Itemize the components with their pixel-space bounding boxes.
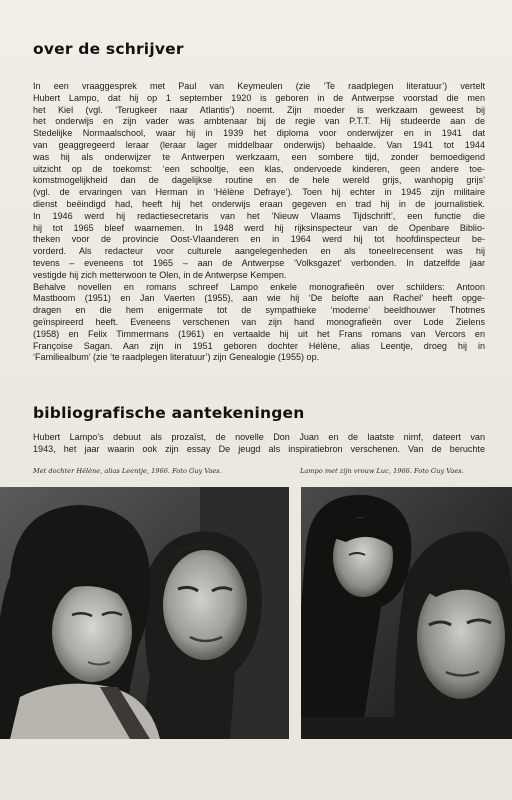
text-line: (vgl. de ervaringen van Herman in ‘Hélène Defraye’). Toen hij echter in 1945 zijn militaire — [33, 187, 485, 198]
text-line: Mastboom (1951) en Jan Vaerten (1955), aan wie hij ‘De belofte aan Rachel’ heeft opge- — [33, 293, 485, 304]
text-line: 1943, het jaar waarin ook zijn essay De jeugd als inspiratiebron verschenen. Van de beruchte — [33, 443, 485, 454]
text-line: komstmogelijkheid dan de dagelijkse routine en de hele wereld grijs, wanhopig grijs’ — [33, 175, 485, 186]
photo-author-with-wife — [301, 487, 512, 739]
text-line: het Kiel (vgl. ‘Terugkeer naar Atlantis’) noemt. Zijn moeder is werkzaam geweest bij — [33, 104, 485, 115]
text-line: hij tot 1965 bleef waarnemen. In 1948 werd hij rijksinspecteur van de Openbare Biblio- — [33, 222, 485, 233]
text-line: geïnspireerd heeft. Eveneens verschenen van zijn hand monografieën over Lode Zielens — [33, 316, 485, 327]
text-line: dienst beëindigd had, heeft hij het onderwijs eraan gegeven en trad hij in de journalistiek. — [33, 198, 485, 209]
text-line: van geaggregeerd leraar (leraar lager middelbaar onderwijs) behaalde. Van 1941 tot 1944 — [33, 139, 485, 150]
text-line: Hubert Lampo, dat hij op 1 september 1920 is geboren in de Antwerpse voorstad die men — [33, 92, 485, 103]
text-line: tevens – eveneens tot 1965 – aan de Antwerpse ‘Volksgazet’ verbonden. In datzelfde jaar — [33, 257, 485, 268]
bibliographic-notes-paragraph — [33, 432, 485, 456]
text-line: Hubert Lampo’s debuut als prozaïst, de novelle Don Juan en de laatste nimf, dateert van — [33, 432, 485, 442]
text-line: (1958) en Felix Timmermans (1961) en vertaalde hij uit het Frans romans van Vercors en — [33, 328, 485, 339]
text-line: theken voor de provincie Oost-Vlaanderen en in 1964 werd hij tot hoofdinspecteur be- — [33, 234, 485, 245]
text-line: Stedelijke Normaalschool, waar hij in 1939 het diploma voor onderwijzer en in 1941 dat — [33, 128, 485, 139]
text-line: vorderd. Als redacteur voor culturele aangelegenheden en als toneelrecensent was hij — [33, 246, 485, 257]
text-line: was hij als onderwijzer te Antwerpen werkzaam, een sombere tijd, zonder bemoedigend — [33, 151, 485, 162]
text-line: dragen en die hem enigermate tot de sympathieke ‘moderne’ beeldhouwer Thotmes — [33, 305, 485, 316]
photo-caption-left: Met dochter Hélène, alias Leentje, 1966. Foto Guy Vaes. — [33, 467, 222, 475]
photo-author-with-daughter — [0, 487, 289, 739]
about-author-paragraph — [33, 81, 485, 364]
text-line: Behalve novellen en romans schreef Lampo enkele monografieën over schilders: Antoon — [33, 281, 485, 292]
text-line: het onderwijs en zijn vader was ambtenaar bij de regie van P.T.T. Hij studeerde aan de — [33, 116, 485, 127]
photo-caption-right: Lampo met zijn vrouw Luc, 1966. Foto Guy Vaes. — [300, 467, 464, 475]
text-line: In een vraaggesprek met Paul van Keymeulen (zie ‘Te raadplegen literatuur’) vertelt — [33, 81, 485, 91]
section-heading-about-author: over de schrijver — [33, 40, 184, 58]
text-line: uitzicht op de toekomst: ‘een schooltje, een klas, ondervoede kinderen, geen andere toe- — [33, 163, 485, 174]
text-line: ‘Familiealbum’ (zie ‘te raadplegen literatuur’) zijn Genealogie (1955) op. — [33, 352, 320, 363]
text-line: vestigde hij zich metterwoon te Olen, in de Antwerpse Kempen. — [33, 269, 287, 280]
section-heading-bibliographic-notes: bibliografische aantekeningen — [33, 404, 305, 422]
text-line: Françoise Sagan. Aan zijn in 1951 geboren dochter Hélène, alias Leentje, droeg hij in — [33, 340, 485, 351]
text-line: In 1946 werd hij redactiesecretaris van het ‘Nieuw Vlaams Tijdschrift’, een functie die — [33, 210, 485, 221]
